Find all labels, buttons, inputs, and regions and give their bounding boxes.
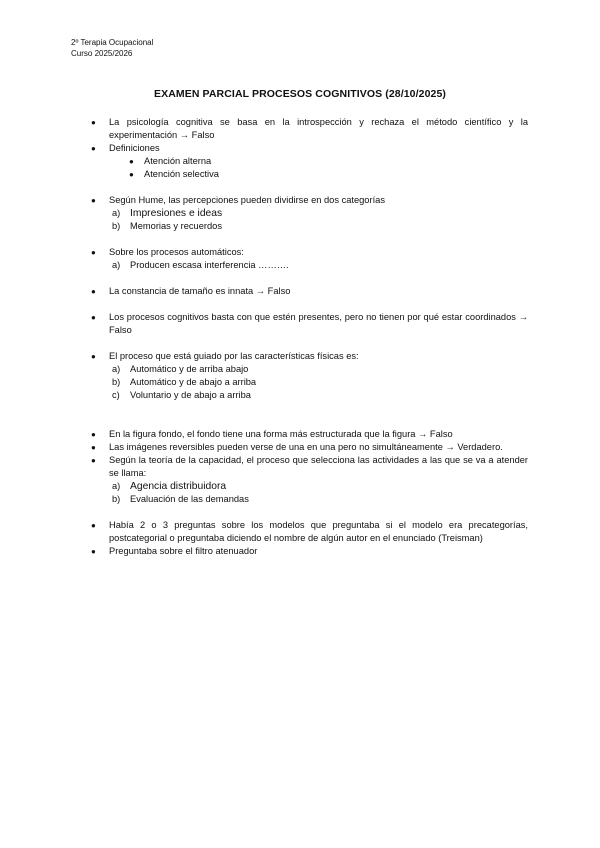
list-item — [91, 519, 528, 545]
item-text: Las imágenes reversibles pueden verse de una en una pero no simultáneamente → Verdadero. — [109, 442, 503, 452]
bullet-icon: ● — [91, 456, 96, 465]
option-item — [91, 259, 528, 272]
option-marker: c) — [112, 390, 120, 400]
option-item — [91, 493, 528, 506]
list-item — [91, 545, 528, 558]
item-text: Según la teoría de la capacidad, el proceso que selecciona las actividades a las que se va a atender se llama: — [109, 455, 528, 478]
item-text: Definiciones — [109, 143, 160, 153]
bullet-icon: ● — [91, 248, 96, 257]
list-item — [91, 194, 528, 207]
bullet-icon: ● — [129, 157, 134, 166]
option-marker: b) — [112, 221, 121, 231]
bullet-icon: ● — [91, 118, 96, 127]
list-item — [91, 285, 528, 298]
option-item — [91, 480, 528, 493]
list-item — [91, 428, 528, 441]
option-marker: a) — [112, 364, 121, 374]
item-text: Memorias y recuerdos — [130, 221, 222, 231]
item-text: La constancia de tamaño es innata → Falso — [109, 286, 291, 296]
bullet-icon: ● — [91, 430, 96, 439]
list-item — [91, 454, 528, 480]
bullet-icon: ● — [91, 443, 96, 452]
document-header — [71, 37, 153, 59]
item-text: Según Hume, las percepciones pueden dividirse en dos categorías — [109, 195, 385, 205]
list-item — [91, 311, 528, 337]
option-item — [91, 207, 528, 220]
list-item — [91, 441, 528, 454]
list-item — [91, 142, 528, 155]
option-marker: a) — [112, 208, 121, 218]
option-item — [91, 389, 528, 402]
exam-title: EXAMEN PARCIAL PROCESOS COGNITIVOS (28/10/2025) — [154, 88, 446, 100]
bullet-icon: ● — [91, 287, 96, 296]
item-text: Agencia distribuidora — [130, 481, 227, 492]
bullet-icon: ● — [91, 547, 96, 556]
item-text: Evaluación de las demandas — [130, 494, 249, 504]
header-course: 2º Terapia Ocupacional — [71, 38, 154, 47]
bullet-icon: ● — [91, 144, 96, 153]
item-text: Voluntario y de abajo a arriba — [130, 390, 251, 400]
item-text: Atención alterna — [144, 156, 212, 166]
exam-content — [91, 116, 528, 558]
bullet-icon: ● — [129, 170, 134, 179]
item-text: Impresiones e ideas — [130, 208, 223, 219]
item-text: Automático y de abajo a arriba — [130, 377, 257, 387]
bullet-icon: ● — [91, 352, 96, 361]
sub-list-item — [91, 155, 528, 168]
list-item — [91, 116, 528, 142]
item-text: Atención selectiva — [144, 169, 219, 179]
option-marker: b) — [112, 494, 121, 504]
option-marker: a) — [112, 260, 121, 270]
item-text: Automático y de arriba abajo — [130, 364, 249, 374]
option-marker: b) — [112, 377, 121, 387]
item-text: Preguntaba sobre el filtro atenuador — [109, 546, 258, 556]
item-text: Los procesos cognitivos basta con que estén presentes, pero no tienen por qué estar coordinados → Falso — [109, 312, 528, 335]
item-text: El proceso que está guiado por las características físicas es: — [109, 351, 359, 361]
option-item — [91, 376, 528, 389]
bullet-icon: ● — [91, 313, 96, 322]
option-item — [91, 363, 528, 376]
bullet-icon: ● — [91, 521, 96, 530]
item-text: La psicología cognitiva se basa en la introspección y rechaza el método científico y la experimentación → Falso — [109, 117, 528, 140]
option-item — [91, 220, 528, 233]
item-text: Sobre los procesos automáticos: — [109, 247, 244, 257]
list-item — [91, 350, 528, 363]
sub-list-item — [91, 168, 528, 181]
header-year: Curso 2025/2026 — [71, 49, 133, 58]
option-marker: a) — [112, 481, 121, 491]
list-item — [91, 246, 528, 259]
item-text: Producen escasa interferencia ………. — [130, 260, 289, 270]
bullet-icon: ● — [91, 196, 96, 205]
item-text: En la figura fondo, el fondo tiene una forma más estructurada que la figura → Falso — [109, 429, 453, 439]
item-text: Había 2 o 3 preguntas sobre los modelos que preguntaba si el modelo era precategorías, postcategorial o preguntaba diciendo el nombre de algún autor en el enunciado (Treisman) — [109, 520, 528, 543]
